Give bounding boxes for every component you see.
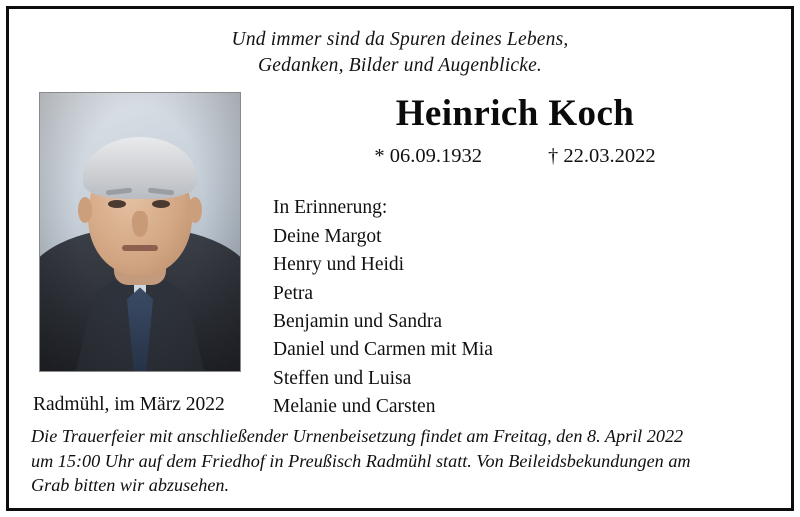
list-item: Petra bbox=[273, 282, 314, 304]
list-item: Daniel und Carmen mit Mia bbox=[273, 339, 493, 361]
birth-date: * 06.09.1932 bbox=[374, 145, 482, 168]
funeral-details bbox=[31, 424, 769, 498]
portrait-photo bbox=[39, 92, 241, 372]
list-item: Steffen und Luisa bbox=[273, 367, 412, 389]
black-border-frame bbox=[6, 6, 794, 511]
list-item: Deine Margot bbox=[273, 225, 382, 247]
place-and-date: Radmühl, im März 2022 bbox=[33, 394, 225, 415]
verse-line-2: Gedanken, Bilder und Augenblicke. bbox=[257, 54, 543, 76]
deceased-name: Heinrich Koch bbox=[395, 93, 635, 135]
death-date: † 22.03.2022 bbox=[548, 145, 656, 168]
list-item: Melanie und Carsten bbox=[273, 395, 436, 417]
list-item: Henry und Heidi bbox=[273, 254, 405, 276]
memorial-verse bbox=[31, 27, 769, 78]
life-dates bbox=[261, 145, 769, 168]
remembrance-list bbox=[261, 194, 769, 421]
verse-line-1: Und immer sind da Spuren deines Lebens, bbox=[231, 29, 569, 50]
list-item: Benjamin und Sandra bbox=[273, 310, 442, 332]
funeral-details-line-2: um 15:00 Uhr auf dem Friedhof in Preußisch Radmühl statt. Von Beileidsbekundungen am bbox=[31, 450, 691, 471]
portrait-column bbox=[31, 88, 257, 372]
funeral-details-line-1: Die Trauerfeier mit anschließender Urnenbeisetzung findet am Freitag, den 8. April 2022 bbox=[31, 426, 684, 447]
remembrance-heading: In Erinnerung: bbox=[273, 197, 388, 219]
text-column bbox=[257, 88, 769, 421]
funeral-details-line-3: Grab bitten wir abzusehen. bbox=[31, 475, 230, 496]
photo-vignette bbox=[40, 93, 240, 371]
content-area bbox=[31, 88, 769, 421]
